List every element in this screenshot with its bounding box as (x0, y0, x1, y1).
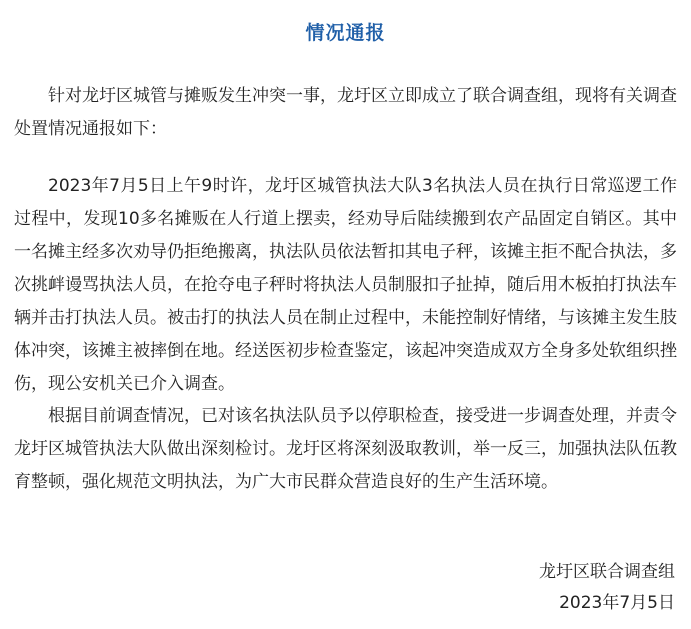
document-title: 情况通报 (305, 22, 386, 44)
signature-organization: 龙圩区联合调查组 (539, 562, 675, 582)
paragraph-incident: 2023年7月5日上午9时许，龙圩区城管执法大队3名执法人员在执行日常巡逻工作过程中，发现10多名摊贩在人行道上摆卖，经劝导后陆续搬到农产品固定自销区。其中一名摊主经多次劝导仍拒绝搬离，执法队员依法暂扣其电子秤，该摊主拒不配合执法，多次挑衅谩骂执法人员，在抢夺电子秤时将执法人员制服扣子扯掉，随后用木板拍打执法车辆并击打执法人员。被击打的执法人员在制止过程中，未能控制好情绪，与该摊主发生肢体冲突，该摊主被摔倒在地。经送医初步检查鉴定，该起冲突造成双方全身多处软组织挫伤，现公安机关已介入调查。 (14, 176, 677, 394)
paragraph-intro: 针对龙圩区城管与摊贩发生冲突一事，龙圩区立即成立了联合调查组，现将有关调查处置情况通报如下： (14, 86, 677, 139)
paragraph-handling: 根据目前调查情况，已对该名执法队员予以停职检查，接受进一步调查处理，并责令龙圩区城管执法大队做出深刻检讨。龙圩区将深刻汲取教训，举一反三，加强执法队伍教育整顿，强化规范文明执法，为广大市民群众营造良好的生产生活环境。 (14, 406, 677, 492)
signature-date: 2023年7月5日 (559, 593, 675, 613)
